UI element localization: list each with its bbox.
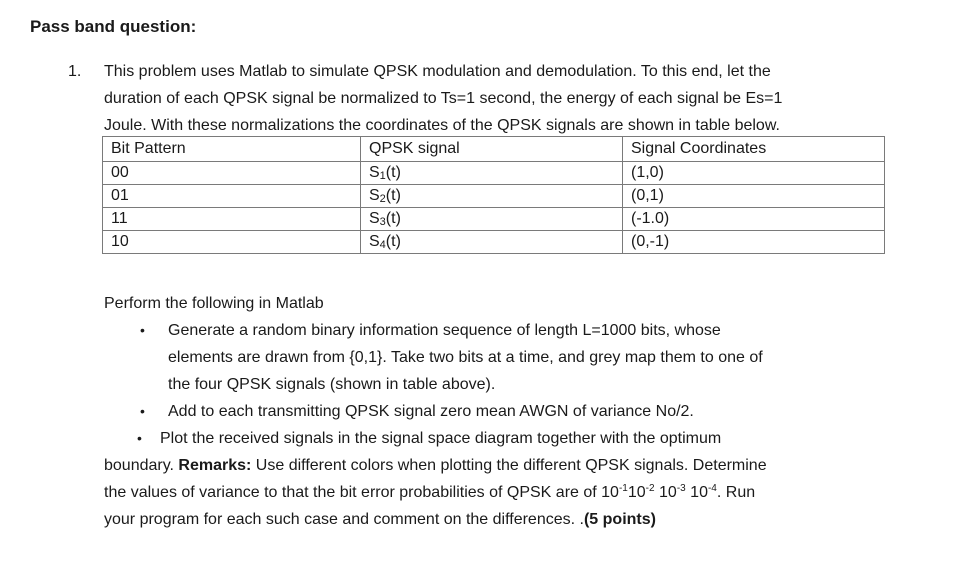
signal-symbol: S [369, 233, 380, 250]
text-run: . Run [716, 484, 756, 501]
bit-pattern-cell: 00 [103, 162, 361, 185]
bullet-item [168, 398, 694, 425]
continuation-line [104, 479, 767, 506]
bullet-line: Generate a random binary information sequence of length L=1000 bits, whose [168, 322, 721, 339]
coordinates-cell: (1,0) [623, 162, 885, 185]
bullet-line: Plot the received signals in the signal space diagram together with the optimum [160, 430, 722, 447]
header-bit-pattern: Bit Pattern [103, 137, 361, 162]
text-run: boundary. [104, 457, 179, 474]
bullet-line: the four QPSK signals (shown in table above). [168, 376, 496, 393]
intro-line: Joule. With these normalizations the coordinates of the QPSK signals are shown in table below. [104, 117, 780, 134]
table-row [103, 208, 885, 231]
bullet-dot: • [137, 430, 142, 446]
text-run: the values of variance to that the bit error probabilities of QPSK are of [104, 484, 602, 501]
power-exponent: -4 [707, 483, 717, 494]
power-exponent: -3 [676, 483, 686, 494]
table-row [103, 231, 885, 254]
question-intro [104, 58, 894, 139]
section-heading: Pass band question: [30, 17, 197, 36]
points-label: (5 points) [583, 511, 656, 528]
power-term: 10 [659, 484, 677, 501]
bit-pattern-cell: 10 [103, 231, 361, 254]
signal-argument: (t) [385, 164, 401, 181]
header-signal-coordinates: Signal Coordinates [623, 137, 885, 162]
text-run: your program for each such case and comment on the differences. . [104, 511, 584, 528]
table-header-row [103, 137, 885, 162]
intro-line: This problem uses Matlab to simulate QPSK modulation and demodulation. To this end, let the [104, 63, 771, 80]
signal-symbol: S [369, 187, 380, 204]
bullet-line: Add to each transmitting QPSK signal zero mean AWGN of variance No/2. [168, 403, 694, 420]
coordinates-cell: (-1.0) [623, 208, 885, 231]
bit-pattern-cell: 11 [103, 208, 361, 231]
bit-pattern-cell: 01 [103, 185, 361, 208]
table-row [103, 185, 885, 208]
power-exponent: -1 [618, 483, 628, 494]
qpsk-signal-cell [361, 231, 623, 254]
continuation-line [104, 452, 767, 479]
coordinates-cell: (0,-1) [623, 231, 885, 254]
qpsk-signal-cell [361, 162, 623, 185]
signal-argument: (t) [385, 210, 401, 227]
signal-symbol: S [369, 164, 380, 181]
continuation-line [104, 506, 767, 533]
bullet-dot: • [140, 403, 145, 419]
qpsk-coordinates-table [102, 136, 885, 254]
perform-heading: Perform the following in Matlab [104, 295, 324, 312]
question-number: 1. [68, 63, 82, 80]
coordinates-cell: (0,1) [623, 185, 885, 208]
power-term: 10 [627, 484, 646, 501]
power-term: 10 [601, 484, 619, 501]
remarks-label: Remarks: [178, 457, 252, 474]
bullet-item [168, 317, 763, 398]
bullet-item [160, 425, 721, 452]
signal-subscript: 2 [379, 193, 386, 205]
header-qpsk-signal: QPSK signal [361, 137, 623, 162]
signal-argument: (t) [385, 233, 401, 250]
qpsk-signal-cell [361, 185, 623, 208]
signal-subscript: 1 [379, 170, 386, 182]
qpsk-signal-cell [361, 208, 623, 231]
question-continuation [104, 452, 767, 533]
signal-symbol: S [369, 210, 380, 227]
power-term: 10 [690, 484, 708, 501]
signal-argument: (t) [385, 187, 401, 204]
bullet-line: elements are drawn from {0,1}. Take two bits at a time, and grey map them to one of [168, 349, 763, 366]
intro-line: duration of each QPSK signal be normalized to Ts=1 second, the energy of each signal be Es=1 [104, 90, 783, 107]
text-run: Use different colors when plotting the different QPSK signals. Determine [251, 457, 767, 474]
power-exponent: -2 [645, 483, 655, 494]
table-row [103, 162, 885, 185]
signal-subscript: 4 [379, 239, 386, 251]
bullet-dot: • [140, 322, 145, 338]
signal-subscript: 3 [379, 216, 386, 228]
